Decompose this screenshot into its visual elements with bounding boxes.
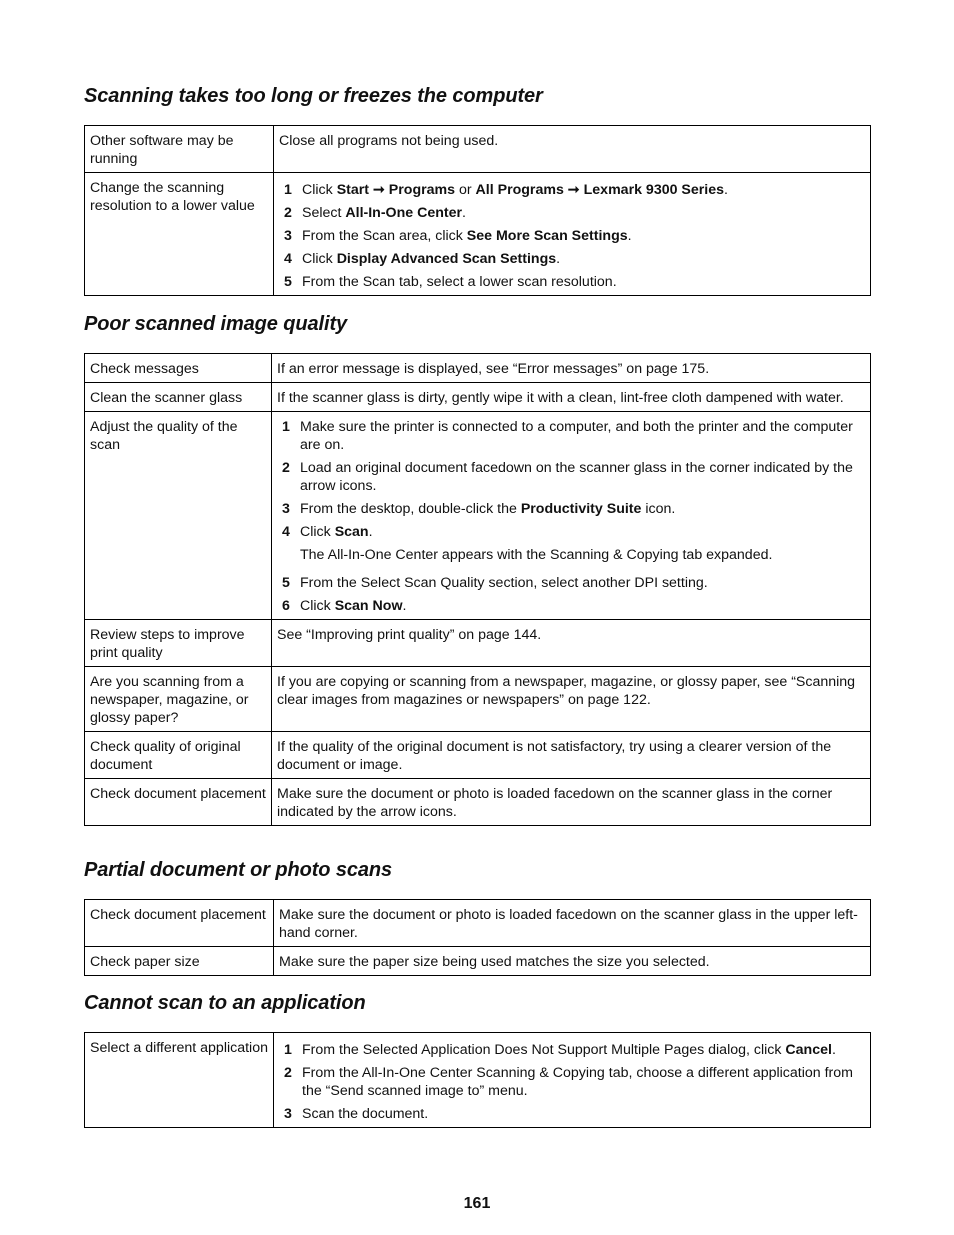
- step-text: .: [462, 205, 466, 221]
- step-list: [276, 181, 865, 291]
- step-number: 3: [284, 228, 292, 244]
- step-text: Select: [302, 205, 346, 221]
- step-item: [276, 1041, 865, 1059]
- table-row: [85, 173, 871, 296]
- step-item: [276, 227, 865, 245]
- step-text: From the Select Scan Quality section, select another DPI setting.: [300, 575, 708, 591]
- problem-cell: Are you scanning from a newspaper, magazine, or glossy paper?: [85, 667, 272, 732]
- step-text: Click: [302, 182, 337, 198]
- step-text: From the All-In-One Center Scanning & Copying tab, choose a different application from the “Send scanned image to” menu.: [302, 1065, 853, 1099]
- table-row: [85, 126, 871, 173]
- step-number: 6: [282, 598, 290, 614]
- menu-path-start: Start: [336, 182, 370, 198]
- arrow-icon: ➞: [369, 182, 389, 198]
- solution-cell: Make sure the document or photo is loaded facedown on the scanner glass in the upper left-hand corner.: [274, 900, 871, 947]
- step-text: Click: [300, 524, 335, 540]
- step-note-text: The All-In-One Center appears with the Scanning & Copying tab expanded.: [300, 547, 773, 563]
- solution-cell: If the quality of the original document is not satisfactory, try using a clearer version of the document or image.: [272, 732, 871, 779]
- ui-term: Display Advanced Scan Settings: [336, 251, 557, 267]
- page-number: 161: [463, 1195, 491, 1212]
- step-item: [276, 181, 865, 199]
- section-title-scanning-slow: Scanning takes too long or freezes the computer: [84, 85, 543, 107]
- table-row: [85, 620, 871, 667]
- ui-term: Scan Now: [334, 598, 403, 614]
- problem-cell: Adjust the quality of the scan: [85, 412, 272, 620]
- step-number: 2: [282, 460, 290, 476]
- step-number: 1: [284, 1042, 292, 1058]
- step-text: .: [368, 524, 373, 540]
- step-list: [276, 1041, 865, 1123]
- step-item: [276, 1105, 865, 1123]
- problem-cell: Clean the scanner glass: [85, 383, 272, 412]
- solution-cell: [274, 1033, 871, 1128]
- table-row: [85, 354, 871, 383]
- step-text: Load an original document facedown on the scanner glass in the corner indicated by the arrow icons.: [300, 460, 853, 494]
- ui-term: Cancel: [785, 1042, 832, 1058]
- step-item: [276, 1064, 865, 1100]
- step-item: [276, 273, 865, 291]
- section-title-cannot-scan-app: Cannot scan to an application: [84, 992, 366, 1014]
- step-text: Make sure the printer is connected to a computer, and both the printer and the computer are on.: [300, 419, 853, 453]
- step-item: [274, 574, 865, 592]
- problem-cell: Change the scanning resolution to a lower value: [85, 173, 274, 296]
- step-note: [274, 546, 865, 569]
- section-title-poor-quality: Poor scanned image quality: [84, 313, 348, 335]
- problem-cell: Check quality of original document: [85, 732, 272, 779]
- step-number: 1: [284, 182, 292, 198]
- problem-cell: Check document placement: [85, 900, 274, 947]
- table-row: [85, 667, 871, 732]
- solution-cell: Make sure the paper size being used matches the size you selected.: [274, 947, 871, 976]
- step-number: 5: [284, 274, 292, 290]
- problem-cell: Review steps to improve print quality: [85, 620, 272, 667]
- problem-cell: Other software may be running: [85, 126, 274, 173]
- problem-cell: Check document placement: [85, 779, 272, 826]
- step-text: .: [402, 598, 407, 614]
- step-number: 1: [282, 419, 290, 435]
- step-number: 5: [282, 575, 290, 591]
- step-text: From the Selected Application Does Not Support Multiple Pages dialog, click: [302, 1042, 786, 1058]
- step-item: [274, 597, 865, 615]
- table-row: [85, 383, 871, 412]
- step-text: or: [455, 182, 476, 198]
- solution-cell: [274, 173, 871, 296]
- troubleshoot-table-scanning-slow: [84, 125, 871, 296]
- ui-term: All-In-One Center: [345, 205, 463, 221]
- menu-path-all-programs: All Programs: [475, 182, 564, 198]
- step-text: .: [556, 251, 561, 267]
- step-number: 3: [284, 1106, 292, 1122]
- step-text: .: [724, 182, 728, 198]
- problem-cell: Check messages: [85, 354, 272, 383]
- ui-term: See More Scan Settings: [466, 228, 628, 244]
- step-list: [274, 418, 865, 615]
- step-text: icon.: [641, 501, 676, 517]
- table-row: [85, 1033, 871, 1128]
- step-item: [274, 523, 865, 541]
- menu-path-programs: Programs: [388, 182, 456, 198]
- table-row: [85, 900, 871, 947]
- step-item: [274, 500, 865, 518]
- problem-cell: Select a different application: [85, 1033, 274, 1128]
- step-text: Click: [300, 598, 335, 614]
- step-item: [274, 418, 865, 454]
- table-row: [85, 947, 871, 976]
- table-row: [85, 779, 871, 826]
- step-number: 2: [284, 1065, 292, 1081]
- solution-cell: If you are copying or scanning from a newspaper, magazine, or glossy paper, see “Scanning clear images from magazines or newspapers” on page 122.: [272, 667, 871, 732]
- troubleshoot-table-poor-quality: [84, 353, 871, 826]
- step-text: Scan the document.: [302, 1106, 429, 1122]
- section-title-partial-scans: Partial document or photo scans: [84, 859, 393, 881]
- step-text: From the desktop, double-click the: [300, 501, 521, 517]
- step-text: .: [831, 1042, 836, 1058]
- arrow-icon: ➞: [563, 182, 584, 198]
- solution-cell: See “Improving print quality” on page 144.: [272, 620, 871, 667]
- step-text: Click: [302, 251, 337, 267]
- ui-term: Productivity Suite: [520, 501, 642, 517]
- step-text: From the Scan tab, select a lower scan resolution.: [302, 274, 617, 290]
- solution-cell: If the scanner glass is dirty, gently wipe it with a clean, lint-free cloth dampened with water.: [272, 383, 871, 412]
- menu-path-lexmark: Lexmark 9300 Series: [583, 182, 725, 198]
- step-item: [276, 250, 865, 268]
- ui-term: Scan: [334, 524, 369, 540]
- solution-cell: Close all programs not being used.: [274, 126, 871, 173]
- solution-cell: [272, 412, 871, 620]
- troubleshoot-table-cannot-scan-app: [84, 1032, 871, 1128]
- step-number: 4: [284, 251, 292, 267]
- solution-cell: Make sure the document or photo is loaded facedown on the scanner glass in the corner indicated by the arrow icons.: [272, 779, 871, 826]
- table-row: [85, 412, 871, 620]
- problem-cell: Check paper size: [85, 947, 274, 976]
- step-item: [274, 459, 865, 495]
- solution-cell: If an error message is displayed, see “Error messages” on page 175.: [272, 354, 871, 383]
- step-number: 2: [284, 205, 292, 221]
- step-text: From the Scan area, click: [302, 228, 467, 244]
- step-item: [276, 204, 865, 222]
- troubleshoot-table-partial-scans: [84, 899, 871, 976]
- step-number: 4: [282, 524, 290, 540]
- table-row: [85, 732, 871, 779]
- step-number: 3: [282, 501, 290, 517]
- step-text: .: [627, 228, 632, 244]
